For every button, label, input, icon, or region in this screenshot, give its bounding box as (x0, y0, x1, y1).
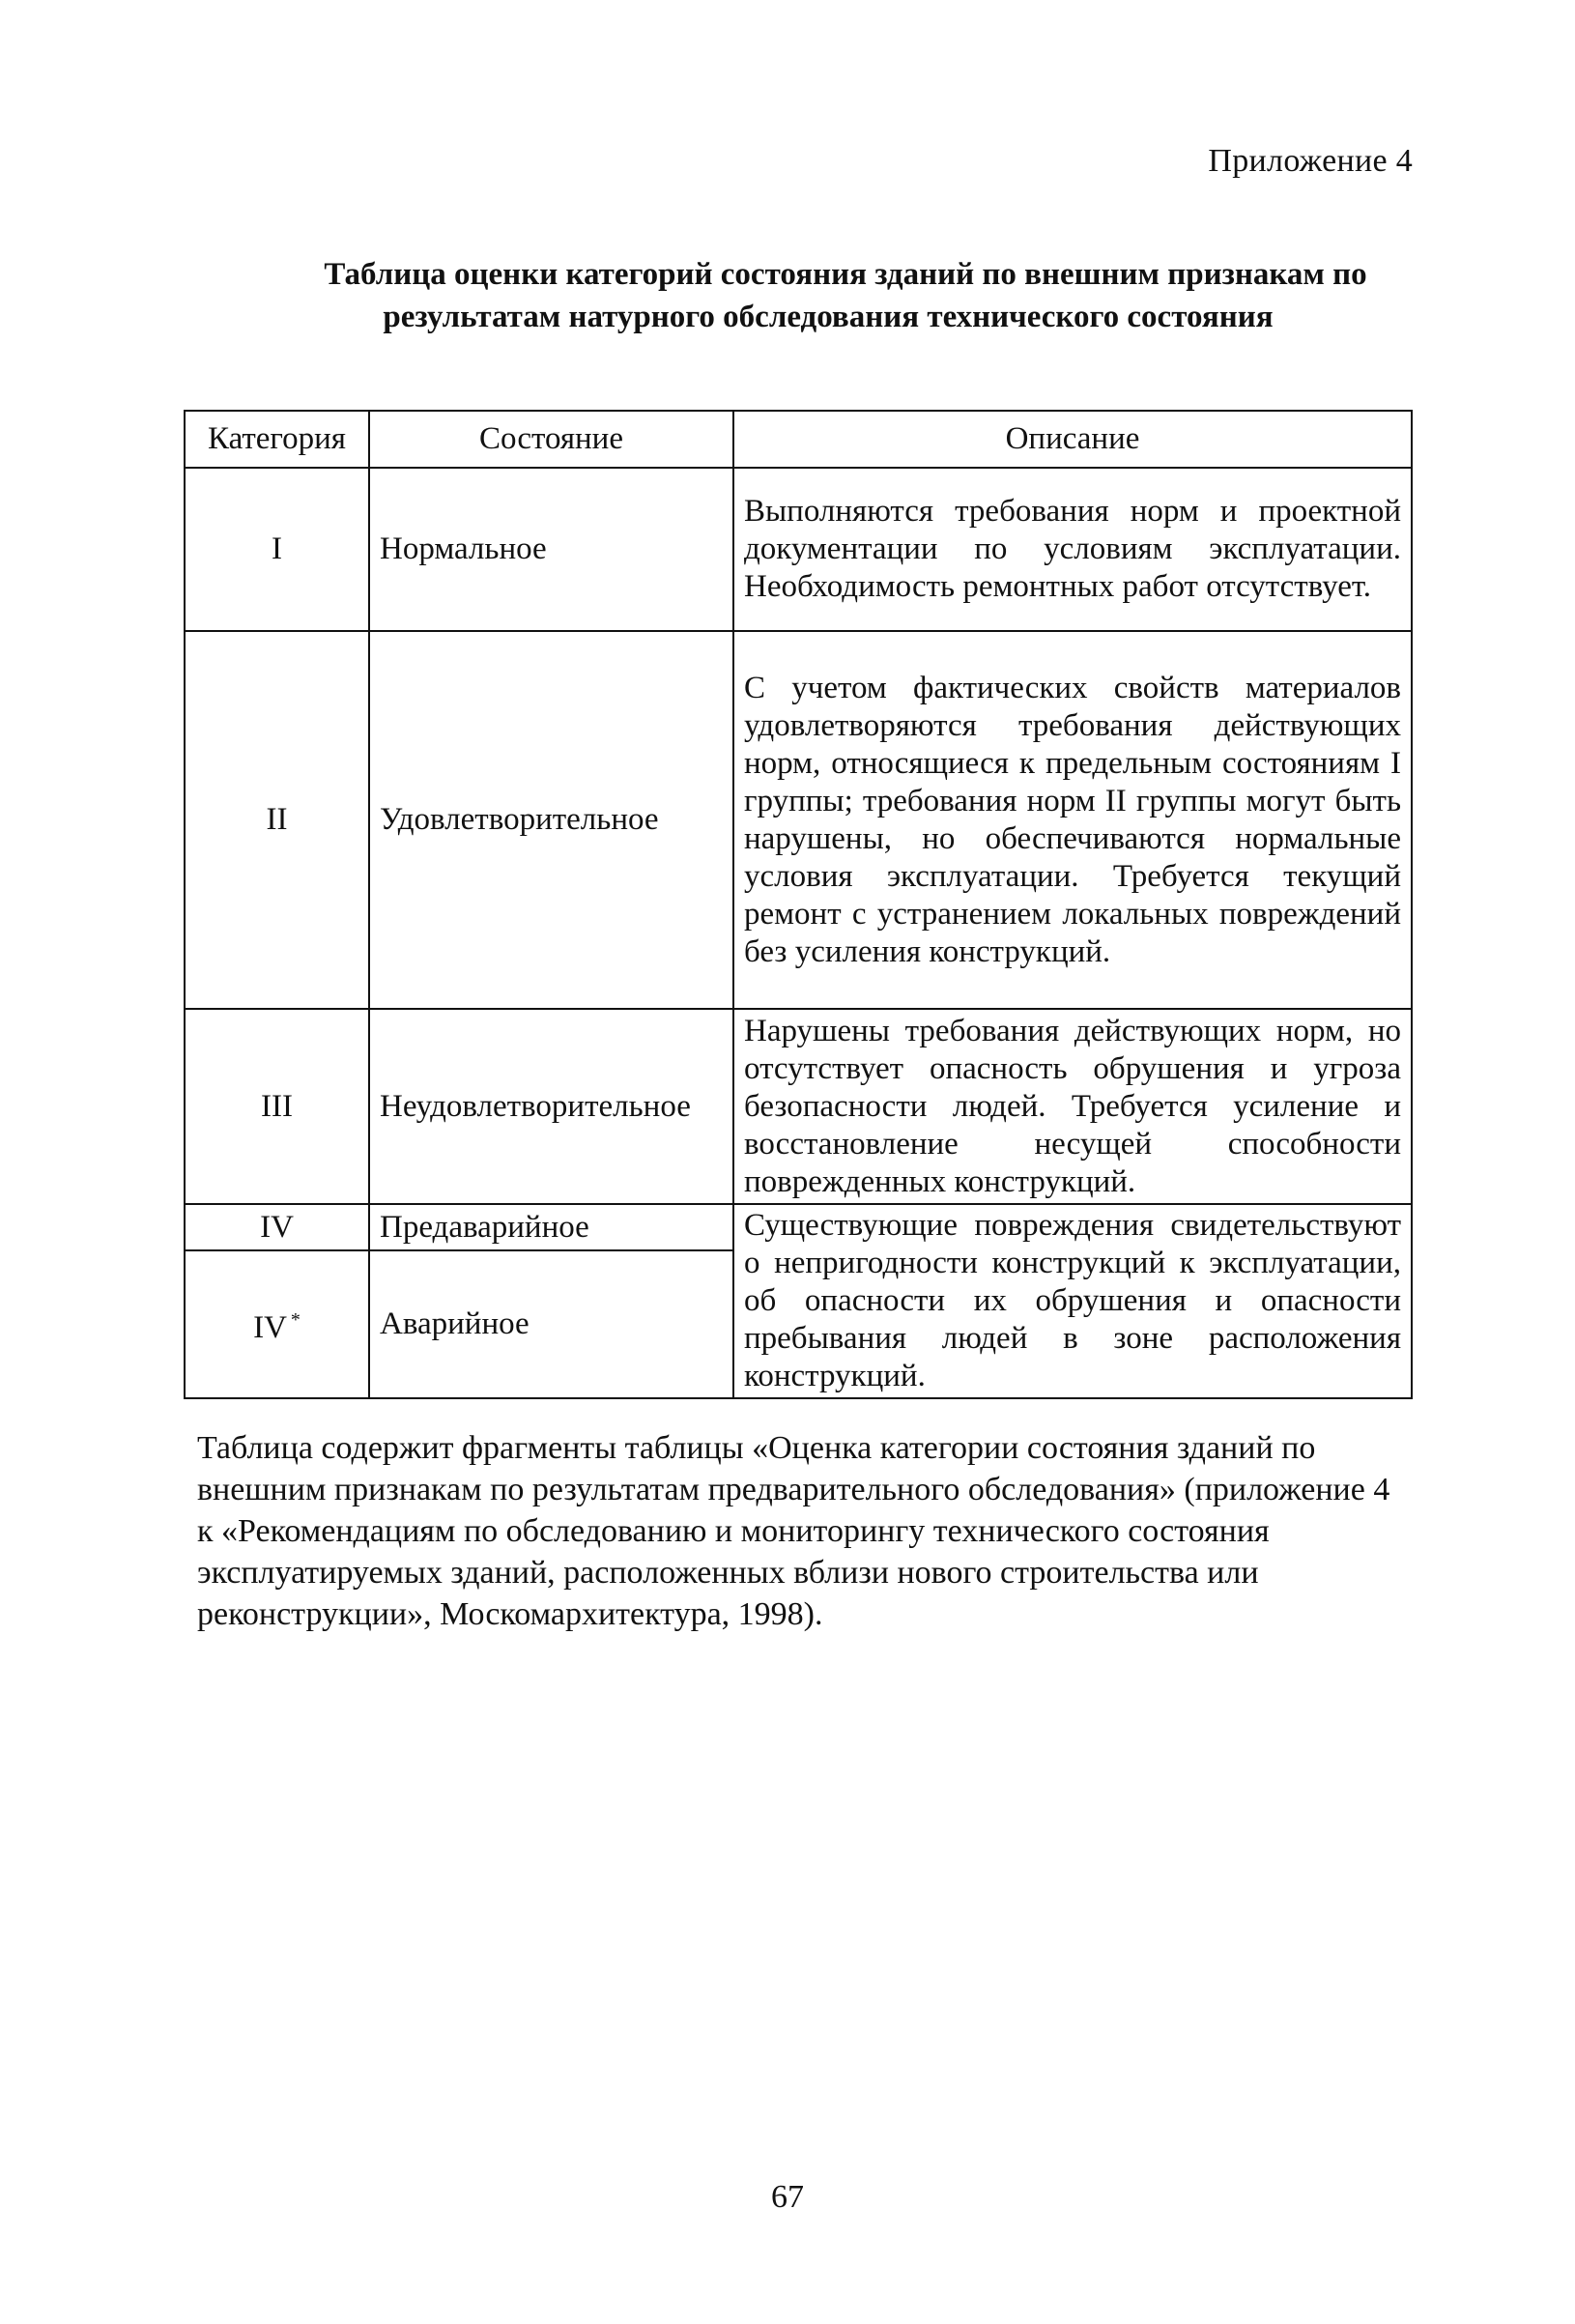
appendix-label: Приложение 4 (1208, 143, 1413, 179)
table-row (185, 1009, 1412, 1204)
header-description: Описание (733, 411, 1412, 468)
table-title-line-1: Таблица оценки категорий состояния зданий по внешним признакам по (324, 257, 1367, 292)
state-cell: Удовлетворительное (369, 631, 733, 1009)
category-cell (185, 1250, 369, 1398)
category-cell: II (185, 631, 369, 1009)
category-cell: I (185, 468, 369, 631)
category-cell: IV (185, 1204, 369, 1250)
footnote-asterisk: * (290, 1309, 301, 1332)
table-row (185, 631, 1412, 1009)
state-cell: Предаварийное (369, 1204, 733, 1250)
description-cell: Нарушены требования действующих норм, но отсутствует опасность обрушения и угроза безопасности людей. Требуется усиление и восстановление несущей способности поврежденных конструкций. (733, 1009, 1412, 1204)
state-cell: Неудовлетворительное (369, 1009, 733, 1204)
table-row (185, 468, 1412, 631)
page-number: 67 (771, 2179, 804, 2215)
table-title-line-2: результатам натурного обследования технического состояния (383, 300, 1274, 334)
table-title (261, 253, 1430, 338)
category-table (184, 410, 1413, 1399)
description-cell: С учетом фактических свойств материалов удовлетворяются требования действующих норм, относящиеся к предельным состояниям I группы; требования норм II группы могут быть нарушены, но обеспечиваются нормальные условия эксплуатации. Требуется текущий ремонт с устранением локальных повреждений без усиления конструкций. (733, 631, 1412, 1009)
header-category: Категория (185, 411, 369, 468)
description-cell: Существующие повреждения свидетельствуют о непригодности конструкций к эксплуатации, об опасности их обрушения и опасности пребывания людей в зоне расположения конструкций. (733, 1204, 1412, 1398)
category-value: IV (253, 1310, 287, 1346)
state-cell: Нормальное (369, 468, 733, 631)
table-header-row (185, 411, 1412, 468)
source-note: Таблица содержит фрагменты таблицы «Оценка категории состояния зданий по внешним признакам по результатам предварительного обследования» (приложение 4 к «Рекомендациям по обследованию и мониторингу технического состояния эксплуатируемых зданий, расположенных вблизи нового строительства или реконструкции», Москомархитектура, 1998). (197, 1430, 1390, 1632)
table-row (185, 1204, 1412, 1250)
description-cell: Выполняются требования норм и проектной документации по условиям эксплуатации. Необходимость ремонтных работ отсутствует. (733, 468, 1412, 631)
state-cell: Аварийное (369, 1250, 733, 1398)
category-cell: III (185, 1009, 369, 1204)
header-state: Состояние (369, 411, 733, 468)
